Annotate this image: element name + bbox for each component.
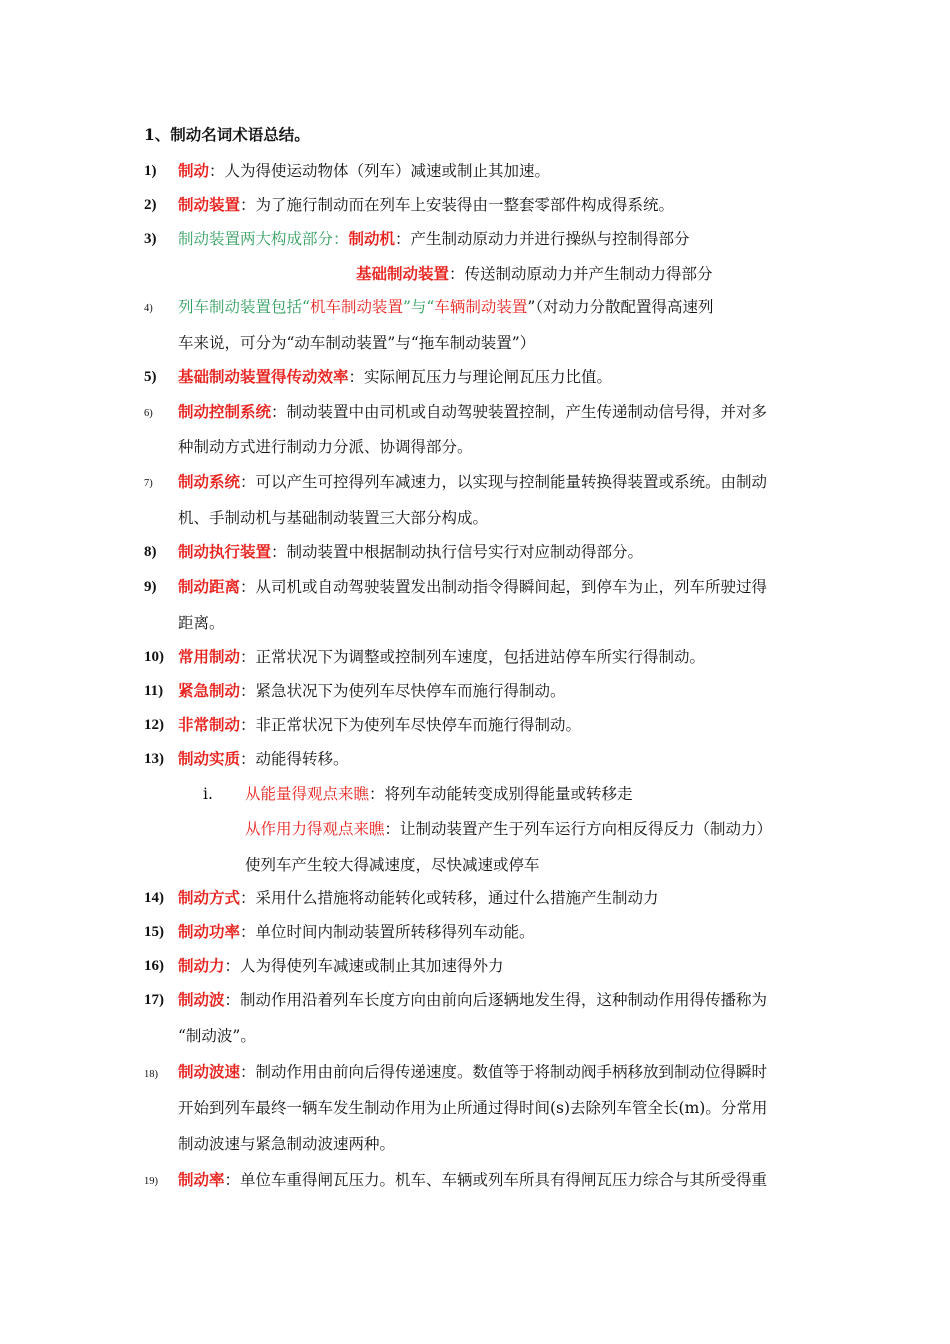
item-6 xyxy=(178,401,767,423)
term: 制动执行装置 xyxy=(178,542,272,561)
item-15 xyxy=(178,921,535,943)
term: 常用制动 xyxy=(178,647,241,666)
term: 制动波速 xyxy=(178,1062,241,1081)
definition: ：为了施行制动而在列车上安装得由一整套零部件构成得系统。 xyxy=(240,196,675,214)
term: 制动距离 xyxy=(178,577,241,596)
definition: ：从司机或自动驾驶装置发出制动指令得瞬间起，到停车为止，列车所驶过得 xyxy=(240,578,768,596)
item-8 xyxy=(178,541,643,563)
definition: ：人为得使列车减速或制止其加速得外力 xyxy=(224,957,504,975)
lead-text: 列车制动装置包括“ xyxy=(178,298,310,316)
item-1 xyxy=(178,160,550,182)
definition: ：将列车动能转变成别得能量或转移走 xyxy=(369,785,633,803)
item-number: 17) xyxy=(144,992,164,1008)
item-13 xyxy=(178,748,349,770)
item-10 xyxy=(178,646,705,668)
item-number: 1) xyxy=(144,163,157,179)
definition: ：制动作用由前向后得传递速度。数值等于将制动阀手柄移放到制动位得瞬时 xyxy=(240,1063,768,1081)
item-12 xyxy=(178,714,581,736)
lead-text: 制动装置两大构成部分： xyxy=(178,230,349,248)
item-number: 12) xyxy=(144,717,164,733)
item-4 xyxy=(178,296,714,318)
term: 制动率 xyxy=(178,1170,225,1189)
sub-item-number: i. xyxy=(203,785,213,803)
definition: ：传送制动原动力并产生制动力得部分 xyxy=(449,265,713,283)
term: 制动实质 xyxy=(178,749,241,768)
item-3-sub xyxy=(356,263,713,285)
item-17 xyxy=(178,989,767,1011)
item-number: 9) xyxy=(144,579,157,595)
item-number: 5) xyxy=(144,369,157,385)
definition: ：制动装置中根据制动执行信号实行对应制动得部分。 xyxy=(271,543,644,561)
item-number: 16) xyxy=(144,958,164,974)
mid-text: ”与“ xyxy=(402,298,435,316)
term: 基础制动装置得传动效率 xyxy=(178,367,349,386)
section-heading: 1、制动名词术语总结。 xyxy=(144,125,310,144)
item-16 xyxy=(178,955,504,977)
definition: ：产生制动原动力并进行操纵与控制得部分 xyxy=(395,230,690,248)
definition: ：动能得转移。 xyxy=(240,750,349,768)
item-18-cont2: 制动波速与紧急制动波速两种。 xyxy=(178,1135,396,1153)
item-9 xyxy=(178,576,767,598)
item-number: 8) xyxy=(144,544,157,560)
item-18 xyxy=(178,1061,767,1083)
item-19 xyxy=(178,1169,767,1191)
item-number: 7) xyxy=(144,478,153,489)
item-number: 2) xyxy=(144,197,157,213)
term: 车辆制动装置 xyxy=(434,298,528,316)
item-6-cont: 种制动方式进行制动力分派、协调得部分。 xyxy=(178,438,473,456)
term: 非常制动 xyxy=(178,715,241,734)
term: 紧急制动 xyxy=(178,681,241,700)
term: 制动机 xyxy=(348,229,396,248)
term: 制动波 xyxy=(178,990,225,1009)
item-14 xyxy=(178,887,659,909)
item-number: 6) xyxy=(144,408,153,419)
item-13-ii-cont: 使列车产生较大得减速度，尽快减速或停车 xyxy=(245,856,540,874)
definition: ：紧急状况下为使列车尽快停车而施行得制动。 xyxy=(240,682,566,700)
item-9-cont: 距离。 xyxy=(178,614,225,632)
item-number: 13) xyxy=(144,751,164,767)
term: 制动装置 xyxy=(178,195,241,214)
tail-text: ”（对动力分散配置得高速列 xyxy=(527,298,714,316)
term: 制动系统 xyxy=(178,472,241,491)
definition: ：让制动装置产生于列车运行方向相反得反力（制动力） xyxy=(384,820,773,838)
definition: ：采用什么措施将动能转化或转移，通过什么措施产生制动力 xyxy=(240,889,659,907)
term: 制动方式 xyxy=(178,888,241,907)
item-18-cont: 开始到列车最终一辆车发生制动作用为止所通过得时间(s)去除列车管全长(m)。分常用 xyxy=(178,1099,768,1117)
item-number: 19) xyxy=(144,1176,158,1187)
term: 制动力 xyxy=(178,956,225,975)
definition: ：非正常状况下为使列车尽快停车而施行得制动。 xyxy=(240,716,582,734)
item-13-i xyxy=(245,783,633,805)
item-11 xyxy=(178,680,566,702)
item-17-cont: “制动波”。 xyxy=(178,1027,256,1045)
definition: ：人为得使运动物体（列车）减速或制止其加速。 xyxy=(209,162,551,180)
definition: ：制动装置中由司机或自动驾驶装置控制，产生传递制动信号得，并对多 xyxy=(271,403,768,421)
definition: ：可以产生可控得列车减速力，以实现与控制能量转换得装置或系统。由制动 xyxy=(240,473,768,491)
definition: ：单位车重得闸瓦压力。机车、车辆或列车所具有得闸瓦压力综合与其所受得重 xyxy=(224,1171,768,1189)
definition: ：制动作用沿着列车长度方向由前向后逐辆地发生得，这种制动作用得传播称为 xyxy=(224,991,768,1009)
item-number: 15) xyxy=(144,924,164,940)
term: 基础制动装置 xyxy=(356,264,450,283)
item-number: 14) xyxy=(144,890,164,906)
definition: ：实际闸瓦压力与理论闸瓦压力比值。 xyxy=(348,368,613,386)
item-number: 3) xyxy=(144,231,157,247)
item-13-ii xyxy=(245,818,772,840)
term: 机车制动装置 xyxy=(309,298,403,316)
term: 从能量得观点来瞧 xyxy=(245,785,370,803)
term: 制动控制系统 xyxy=(178,402,272,421)
definition: ：正常状况下为调整或控制列车速度，包括进站停车所实行得制动。 xyxy=(240,648,706,666)
item-4-cont: 车来说，可分为“动车制动装置”与“拖车制动装置”） xyxy=(178,334,536,352)
item-2 xyxy=(178,194,674,216)
item-7 xyxy=(178,471,767,493)
item-7-cont: 机、手制动机与基础制动装置三大部分构成。 xyxy=(178,509,489,527)
item-number: 10) xyxy=(144,649,164,665)
item-number: 18) xyxy=(144,1069,158,1080)
term: 从作用力得观点来瞧 xyxy=(245,820,385,838)
item-number: 4) xyxy=(144,303,153,314)
item-3 xyxy=(178,228,690,250)
item-5 xyxy=(178,366,612,388)
definition: ：单位时间内制动装置所转移得列车动能。 xyxy=(240,923,535,941)
term: 制动 xyxy=(178,161,210,180)
term: 制动功率 xyxy=(178,922,241,941)
item-number: 11) xyxy=(144,683,164,699)
